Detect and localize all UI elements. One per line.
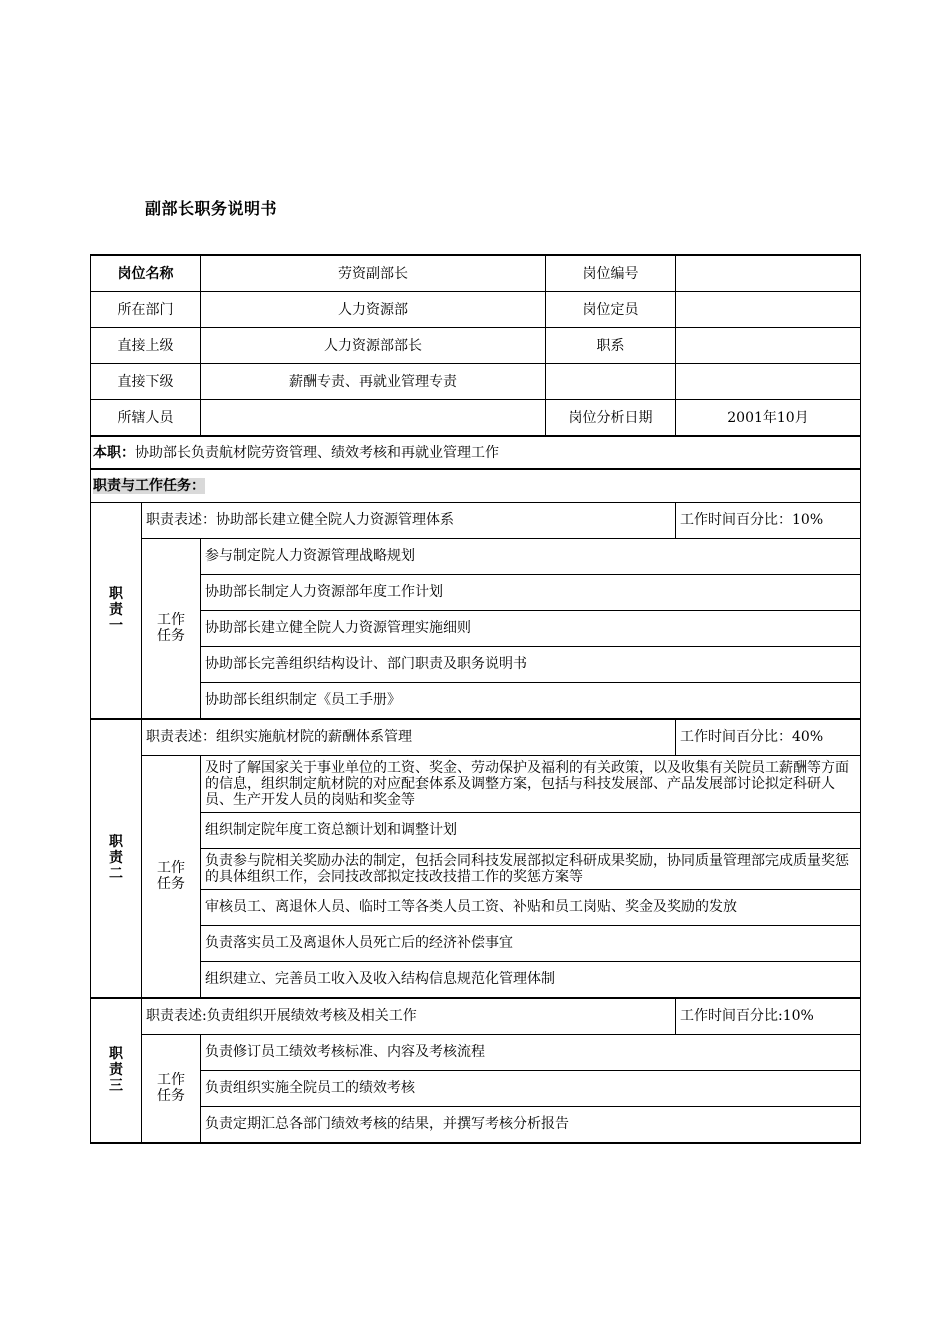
task-item: 参与制定院人力资源管理战略规划 bbox=[201, 538, 861, 574]
header-label-2: 职系 bbox=[546, 328, 676, 364]
task-row bbox=[91, 682, 861, 719]
header-row bbox=[91, 328, 861, 364]
work-task-label: 工作 任务 bbox=[142, 1034, 201, 1143]
header-value-2 bbox=[676, 292, 861, 328]
task-row bbox=[91, 755, 861, 812]
task-item: 及时了解国家关于事业单位的工资、奖金、劳动保护及福利的有关政策，以及收集有关院员工薪酬等方面的信息，组织制定航材院的对应配套体系及调整方案，包括与科技发展部、产品发展部讨论拟定科研人员、生产开发人员的岗贴和奖金等 bbox=[201, 755, 861, 812]
task-item: 审核员工、离退休人员、临时工等各类人员工资、补贴和员工岗贴、奖金及奖励的发放 bbox=[201, 889, 861, 925]
duty-label: 职 责 一 bbox=[91, 502, 142, 719]
duty-description: 职责表述：协助部长建立健全院人力资源管理体系 bbox=[142, 502, 676, 538]
duty-label: 职 责 二 bbox=[91, 719, 142, 998]
header-label: 直接下级 bbox=[91, 364, 201, 400]
task-row bbox=[91, 889, 861, 925]
task-row bbox=[91, 610, 861, 646]
task-row bbox=[91, 538, 861, 574]
header-row bbox=[91, 255, 861, 292]
task-item: 协助部长组织制定《员工手册》 bbox=[201, 682, 861, 719]
task-item: 负责参与院相关奖励办法的制定，包括会同科技发展部拟定科研成果奖励，协同质量管理部完成质量奖惩的具体组织工作，会同技改部拟定技改技措工作的奖惩方案等 bbox=[201, 848, 861, 889]
duty-percent: 工作时间百分比：10% bbox=[676, 502, 861, 538]
header-label-2: 岗位分析日期 bbox=[546, 400, 676, 437]
task-row bbox=[91, 1106, 861, 1143]
task-row bbox=[91, 574, 861, 610]
task-row bbox=[91, 925, 861, 961]
duty-description-row bbox=[91, 502, 861, 538]
task-row bbox=[91, 646, 861, 682]
task-item: 组织建立、完善员工收入及收入结构信息规范化管理体制 bbox=[201, 961, 861, 998]
header-value: 人力资源部部长 bbox=[201, 328, 546, 364]
header-value-2: 2001年10月 bbox=[676, 400, 861, 437]
header-label-2: 岗位编号 bbox=[546, 255, 676, 292]
task-row bbox=[91, 961, 861, 998]
task-row bbox=[91, 1070, 861, 1106]
task-item: 协助部长建立健全院人力资源管理实施细则 bbox=[201, 610, 861, 646]
header-row bbox=[91, 292, 861, 328]
job-description-table bbox=[90, 254, 861, 1144]
task-row bbox=[91, 812, 861, 848]
duty-description: 职责表述：组织实施航材院的薪酬体系管理 bbox=[142, 719, 676, 756]
header-value bbox=[201, 400, 546, 437]
duty-label: 职 责 三 bbox=[91, 998, 142, 1143]
work-task-label: 工作 任务 bbox=[142, 755, 201, 998]
task-item: 协助部长完善组织结构设计、部门职责及职务说明书 bbox=[201, 646, 861, 682]
duty-percent: 工作时间百分比:10% bbox=[676, 998, 861, 1035]
duties-heading-row bbox=[91, 469, 861, 502]
task-row bbox=[91, 1034, 861, 1070]
summary-label: 本职： bbox=[93, 444, 135, 461]
duty-percent: 工作时间百分比：40% bbox=[676, 719, 861, 756]
duty-description-row bbox=[91, 998, 861, 1035]
header-row bbox=[91, 400, 861, 437]
task-item: 负责组织实施全院员工的绩效考核 bbox=[201, 1070, 861, 1106]
task-row bbox=[91, 848, 861, 889]
summary-row bbox=[91, 436, 861, 469]
header-value-2 bbox=[676, 255, 861, 292]
header-row bbox=[91, 364, 861, 400]
task-item: 协助部长制定人力资源部年度工作计划 bbox=[201, 574, 861, 610]
header-label: 岗位名称 bbox=[91, 255, 201, 292]
task-item: 负责定期汇总各部门绩效考核的结果，并撰写考核分析报告 bbox=[201, 1106, 861, 1143]
header-value-2 bbox=[676, 364, 861, 400]
task-item: 负责落实员工及离退休人员死亡后的经济补偿事宜 bbox=[201, 925, 861, 961]
header-label: 所在部门 bbox=[91, 292, 201, 328]
document-title: 副部长职务说明书 bbox=[145, 199, 278, 218]
header-value: 劳资副部长 bbox=[201, 255, 546, 292]
header-label: 所辖人员 bbox=[91, 400, 201, 437]
duty-description: 职责表述:负责组织开展绩效考核及相关工作 bbox=[142, 998, 676, 1035]
work-task-label: 工作 任务 bbox=[142, 538, 201, 719]
header-label-2: 岗位定员 bbox=[546, 292, 676, 328]
header-value: 人力资源部 bbox=[201, 292, 546, 328]
task-item: 负责修订员工绩效考核标准、内容及考核流程 bbox=[201, 1034, 861, 1070]
summary-text: 协助部长负责航材院劳资管理、绩效考核和再就业管理工作 bbox=[135, 444, 499, 461]
duties-heading: 职责与工作任务： bbox=[93, 477, 205, 494]
task-item: 组织制定院年度工资总额计划和调整计划 bbox=[201, 812, 861, 848]
header-label-2 bbox=[546, 364, 676, 400]
header-value: 薪酬专责、再就业管理专责 bbox=[201, 364, 546, 400]
duty-description-row bbox=[91, 719, 861, 756]
header-value-2 bbox=[676, 328, 861, 364]
header-label: 直接上级 bbox=[91, 328, 201, 364]
